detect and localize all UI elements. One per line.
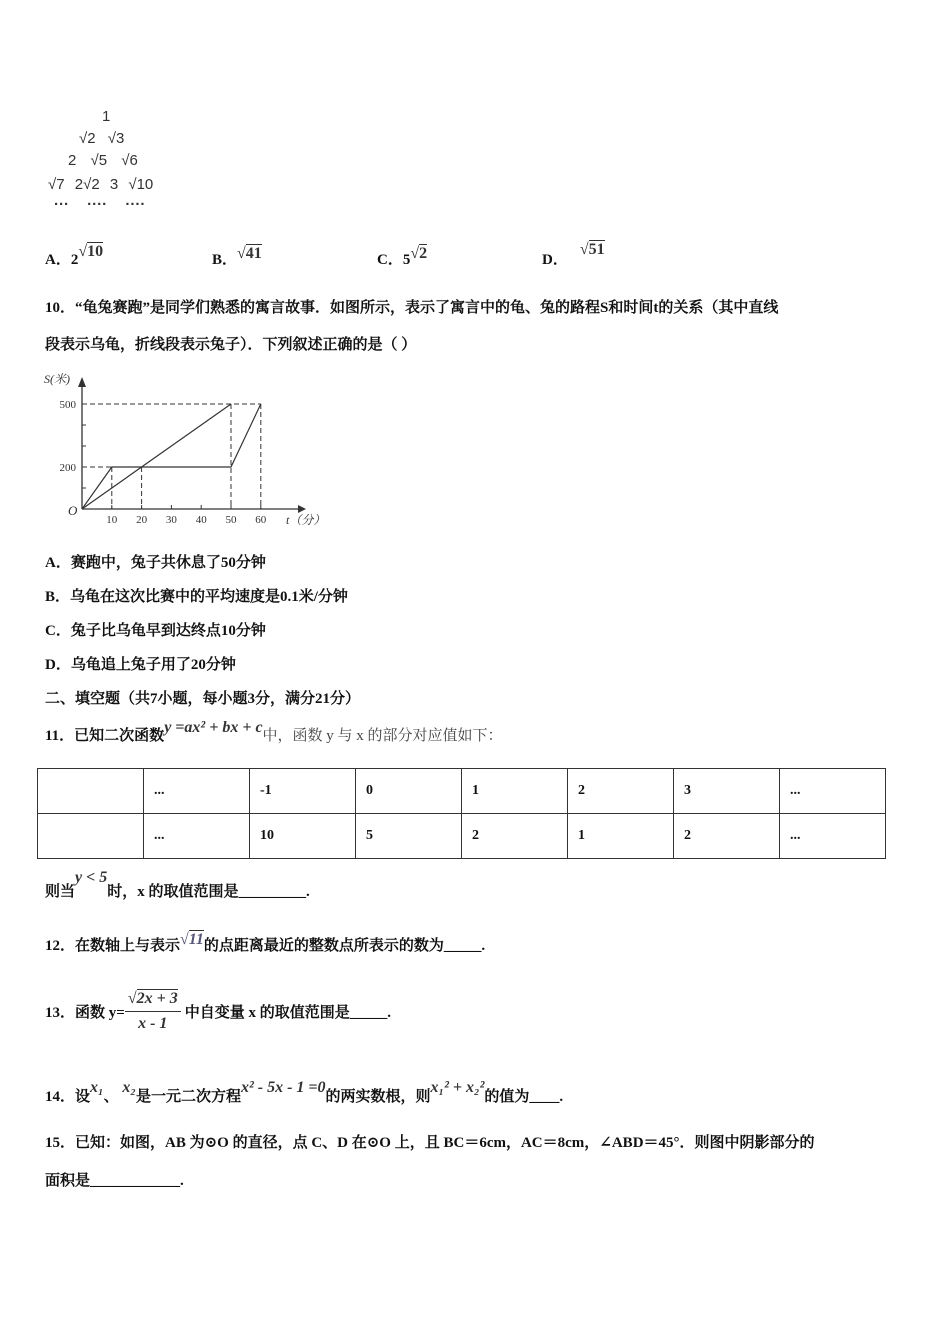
- pyramid-cell: ····: [87, 196, 108, 213]
- option-b[interactable]: B．√41: [212, 245, 262, 268]
- y-axis-label: S(米): [44, 372, 70, 386]
- section-heading: 二、填空题（共7小题，每小题3分，满分21分）: [45, 691, 361, 707]
- option-radicand: 51: [588, 241, 605, 258]
- pyramid-cell: 1: [102, 108, 111, 125]
- pyramid-row-1: [102, 108, 110, 125]
- table-cell: -1: [250, 769, 356, 814]
- q11-after-suffix: 时，x 的取值范围是_________.: [107, 884, 310, 900]
- y-tick-label: 200: [59, 462, 76, 474]
- option-radicand: 2: [419, 245, 428, 262]
- table-cell: 1: [462, 769, 568, 814]
- pyramid-cell: √10: [128, 176, 154, 193]
- pyramid-cell: √6: [121, 152, 138, 169]
- table-cell: [38, 769, 144, 814]
- pyramid-row-4: [48, 176, 153, 193]
- option-value: 2: [70, 252, 79, 268]
- x-axis-arrow: [298, 505, 306, 513]
- pyramid-cell: ····: [125, 196, 146, 213]
- q12-text: 12．在数轴上与表示√11的点距离最近的整数点所表示的数为_____.: [45, 931, 486, 954]
- pyramid-cell: 2: [68, 152, 77, 169]
- q12-suffix: 的点距离最近的整数点所表示的数为_____.: [203, 938, 486, 954]
- series-hare: [82, 404, 261, 509]
- q12-radicand: 11: [188, 931, 204, 948]
- q14-expression: x₁² + x₂²: [430, 1079, 485, 1096]
- pyramid-cell: √3: [107, 130, 125, 147]
- table-cell: 2: [462, 814, 568, 859]
- pyramid-cell: √2: [79, 130, 96, 147]
- option-radicand: 10: [87, 243, 104, 260]
- x-tick-label: 20: [136, 514, 148, 526]
- table-cell: ...: [144, 814, 250, 859]
- option-label: C．: [377, 252, 403, 268]
- fraction-numerator: 2x + 3: [136, 990, 178, 1007]
- q14-prefix: 14．设: [45, 1089, 91, 1105]
- q14-x1: x₁: [90, 1079, 104, 1096]
- x-tick-label: 40: [195, 514, 207, 526]
- x-tick-label: 10: [106, 514, 118, 526]
- q14-mid: 是一元二次方程: [135, 1089, 241, 1105]
- fraction-denominator: x - 1: [138, 1015, 168, 1032]
- table-cell: 2: [674, 814, 780, 859]
- pyramid-cell: ···: [54, 196, 69, 213]
- table-cell: 1: [568, 814, 674, 859]
- table-cell: ...: [144, 769, 250, 814]
- q14-sep: 、: [103, 1089, 119, 1105]
- x-tick-label: 60: [255, 514, 267, 526]
- table-cell: [38, 814, 144, 859]
- pyramid-cell: 2√2: [74, 176, 100, 193]
- table-cell: 0: [356, 769, 462, 814]
- pyramid-row-2: [79, 130, 124, 147]
- q11-after-prefix: 则当: [45, 884, 76, 900]
- x-axis-label: t（分）: [286, 513, 326, 527]
- option-value: 5: [402, 252, 411, 268]
- x-tick-label: 50: [225, 514, 237, 526]
- q15-text-line1: 15．已知：如图，AB 为⊙O 的直径，点 C、D 在⊙O 上，且 BC＝6cm，AC＝8cm，∠ABD＝45°．则图中阴影部分的: [45, 1135, 815, 1151]
- option-a[interactable]: A．2√10: [45, 243, 104, 268]
- option-c[interactable]: C．5√2: [377, 245, 428, 268]
- value-table: [37, 768, 886, 859]
- q10-option-b[interactable]: B．乌龟在这次比赛中的平均速度是0.1米/分钟: [45, 589, 348, 605]
- table-cell: 10: [250, 814, 356, 859]
- q14-x2: x₂: [122, 1079, 136, 1096]
- q10-text-line2: 段表示乌龟，折线段表示兔子）．下列叙述正确的是（ ）: [45, 337, 417, 353]
- table-row-x: [38, 769, 886, 814]
- option-label: A．: [45, 252, 71, 268]
- y-tick-label: 500: [59, 399, 76, 411]
- pyramid-row-5: [54, 196, 145, 213]
- q15-text-line2: 面积是____________.: [45, 1173, 184, 1189]
- q11-formula: y =ax² + bx + c: [164, 719, 263, 736]
- q11-prefix: 11．已知二次函数: [45, 728, 165, 744]
- pyramid-cell: 3: [109, 176, 119, 193]
- option-label: B．: [212, 252, 238, 268]
- pyramid-row-3: [68, 152, 138, 169]
- option-label: D．: [542, 252, 568, 268]
- pyramid-cell: √5: [90, 152, 108, 169]
- q10-option-c[interactable]: C．兔子比乌龟早到达终点10分钟: [45, 623, 266, 639]
- q13-text: [45, 990, 391, 1033]
- table-cell: ...: [780, 814, 886, 859]
- q11-suffix: 中，函数 y 与 x 的部分对应值如下：: [262, 728, 503, 744]
- q10-option-d[interactable]: D．乌龟追上兔子用了20分钟: [45, 657, 236, 673]
- q10-option-a[interactable]: A．赛跑中，兔子共休息了50分钟: [45, 555, 266, 571]
- q12-prefix: 12．在数轴上与表示: [45, 938, 181, 954]
- q14-mid2: 的两实数根，则: [325, 1089, 431, 1105]
- table-cell: ...: [780, 769, 886, 814]
- origin-label: O: [68, 503, 78, 518]
- table-row-y: [38, 814, 886, 859]
- q11-answer-line: [45, 866, 310, 900]
- q11-condition: y < 5: [75, 869, 108, 886]
- option-d[interactable]: D．√51: [542, 241, 605, 268]
- x-tick-label: 30: [165, 514, 177, 526]
- q10-text-line1: 10．“龟兔赛跑”是同学们熟悉的寓言故事．如图所示，表示了寓言中的龟、兔的路程S和时间t的关系（其中直线: [45, 300, 779, 316]
- q14-text: [45, 1076, 564, 1105]
- series-tortoise: [82, 404, 231, 509]
- q13-prefix: 13．函数 y=: [45, 1005, 125, 1021]
- q14-equation: x² - 5x - 1 =0: [240, 1079, 326, 1096]
- table-cell: 5: [356, 814, 462, 859]
- q11-text: [45, 716, 503, 744]
- q13-suffix: 中自变量 x 的取值范围是_____.: [184, 1005, 391, 1021]
- y-axis-arrow: [78, 377, 86, 387]
- q14-suffix: 的值为____.: [484, 1089, 564, 1105]
- option-radicand: 41: [245, 245, 262, 262]
- pyramid-cell: √7: [48, 176, 65, 193]
- race-chart: [40, 365, 340, 535]
- table-cell: 3: [674, 769, 780, 814]
- q13-fraction: $\frac{√2x + 3}{x - 1}$: [125, 990, 181, 1033]
- table-cell: 2: [568, 769, 674, 814]
